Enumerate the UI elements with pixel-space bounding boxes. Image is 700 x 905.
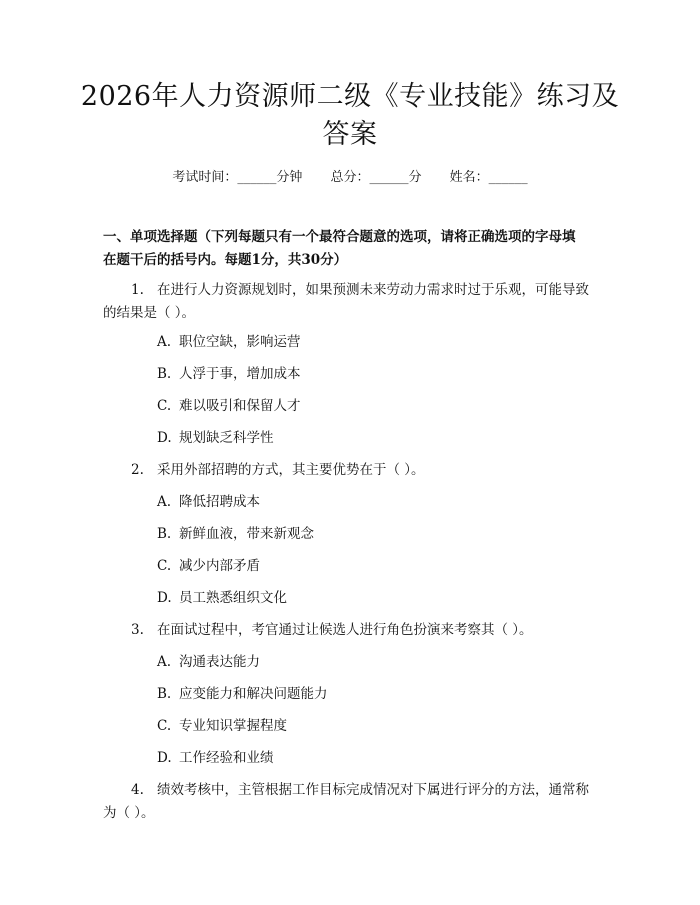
question-1 bbox=[103, 279, 603, 325]
exam-time-label: 考试时间：______分钟 bbox=[172, 170, 303, 185]
question-2 bbox=[103, 459, 603, 482]
option-3-d: D. 工作经验和业绩 bbox=[157, 750, 274, 766]
option-2-a: A. 降低招聘成本 bbox=[157, 494, 260, 510]
exam-meta bbox=[0, 168, 700, 188]
question-4 bbox=[103, 779, 603, 825]
document-title bbox=[80, 78, 620, 154]
option-1-d: D. 规划缺乏科学性 bbox=[157, 430, 274, 446]
option-2-d: D. 员工熟悉组织文化 bbox=[157, 590, 287, 606]
question-number: 4. bbox=[131, 782, 144, 798]
option-1-b: B. 人浮于事，增加成本 bbox=[157, 366, 301, 382]
question-stem-line-1: 在面试过程中，考官通过让候选人进行角色扮演来考察其（ ）。 bbox=[157, 622, 533, 638]
question-stem-line-1: 绩效考核中，主管根据工作目标完成情况对下属进行评分的方法，通常称 bbox=[157, 782, 589, 798]
total-score-label: 总分：______分 bbox=[330, 170, 422, 185]
question-number: 3. bbox=[131, 622, 144, 638]
section-heading bbox=[103, 226, 603, 272]
section-heading-line-1: 一、单项选择题（下列每题只有一个最符合题意的选项，请将正确选项的字母填 bbox=[103, 229, 576, 245]
option-3-b: B. 应变能力和解决问题能力 bbox=[157, 686, 328, 702]
question-stem-line-2: 为（ ）。 bbox=[103, 805, 155, 821]
option-1-a: A. 职位空缺，影响运营 bbox=[157, 334, 301, 350]
question-stem-line-1: 在进行人力资源规划时，如果预测未来劳动力需求时过于乐观，可能导致 bbox=[157, 282, 589, 298]
option-3-a: A. 沟通表达能力 bbox=[157, 654, 260, 670]
title-line-2: 答案 bbox=[322, 119, 378, 150]
question-stem-line-1: 采用外部招聘的方式，其主要优势在于（ ）。 bbox=[157, 462, 425, 478]
option-2-c: C. 减少内部矛盾 bbox=[157, 558, 260, 574]
option-2-b: B. 新鲜血液，带来新观念 bbox=[157, 526, 314, 542]
name-label: 姓名：______ bbox=[449, 170, 528, 185]
option-1-c: C. 难以吸引和保留人才 bbox=[157, 398, 301, 414]
question-3 bbox=[103, 619, 603, 642]
question-number: 2. bbox=[131, 462, 144, 478]
section-heading-line-2: 在题干后的括号内。每题1分，共30分） bbox=[103, 252, 348, 268]
question-stem-line-2: 的结果是（ ）。 bbox=[103, 305, 196, 321]
option-3-c: C. 专业知识掌握程度 bbox=[157, 718, 287, 734]
question-number: 1. bbox=[131, 282, 144, 298]
title-line-1: 2026年人力资源师二级《专业技能》练习及 bbox=[80, 81, 620, 112]
